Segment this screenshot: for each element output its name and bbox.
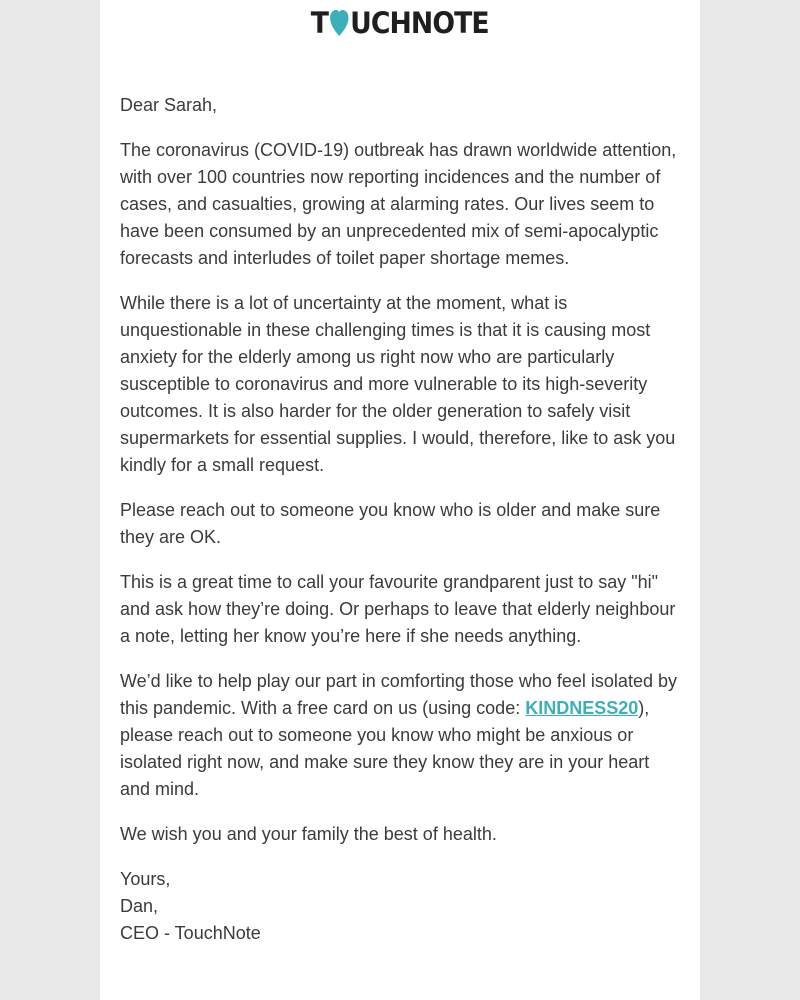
discount-code-link[interactable]: KINDNESS20 — [525, 698, 639, 718]
paragraph-free-card — [120, 668, 680, 803]
signature — [120, 866, 680, 947]
paragraph-wishes: We wish you and your family the best of health. — [120, 824, 497, 844]
message-content — [120, 92, 680, 947]
heart-icon — [329, 9, 349, 37]
email-body — [100, 0, 700, 1000]
free-card-text-after: ), please reach out to someone you know who might be anxious or isolated right now, and make sure they know they are in your heart and mind. — [120, 698, 650, 799]
paragraph-outbreak: The coronavirus (COVID-19) outbreak has drawn worldwide attention, with over 100 countries now reporting incidences and the number of cases, and casualties, growing at alarming rates. Our lives seem to have been consumed by an unprecedented mix of semi-apocalyptic forecasts and interludes of toilet paper shortage memes. — [120, 140, 677, 268]
free-card-text-before: We’d like to help play our part in comforting those who feel isolated by this pandemic. With a free card on us (using code: — [120, 671, 677, 718]
greeting: Dear Sarah, — [120, 95, 218, 115]
logo-wordmark — [311, 5, 489, 40]
paragraph-grandparent: This is a great time to call your favourite grandparent just to say "hi" and ask how they’re doing. Or perhaps to leave that elderly neighbour a note, letting her know you’re here if she needs anything. — [120, 572, 676, 646]
paragraph-elderly: While there is a lot of uncertainty at the moment, what is unquestionable in these challenging times is that it is causing most anxiety for the elderly among us right now who are particularly susceptible to coronavirus and more vulnerable to its high-severity outcomes. It is also harder for the older generation to safely visit supermarkets for essential supplies. I would, therefore, like to ask you kindly for a small request. — [120, 293, 676, 475]
logo-letter-t: T — [311, 5, 329, 40]
signature-title: CEO - TouchNote — [120, 923, 261, 943]
logo-letters-rest: UCHNOTE — [350, 5, 489, 40]
signature-closing: Yours, — [120, 869, 171, 889]
paragraph-request: Please reach out to someone you know who is older and make sure they are OK. — [120, 500, 661, 547]
signature-name: Dan, — [120, 896, 159, 916]
touchnote-logo[interactable] — [120, 0, 680, 46]
